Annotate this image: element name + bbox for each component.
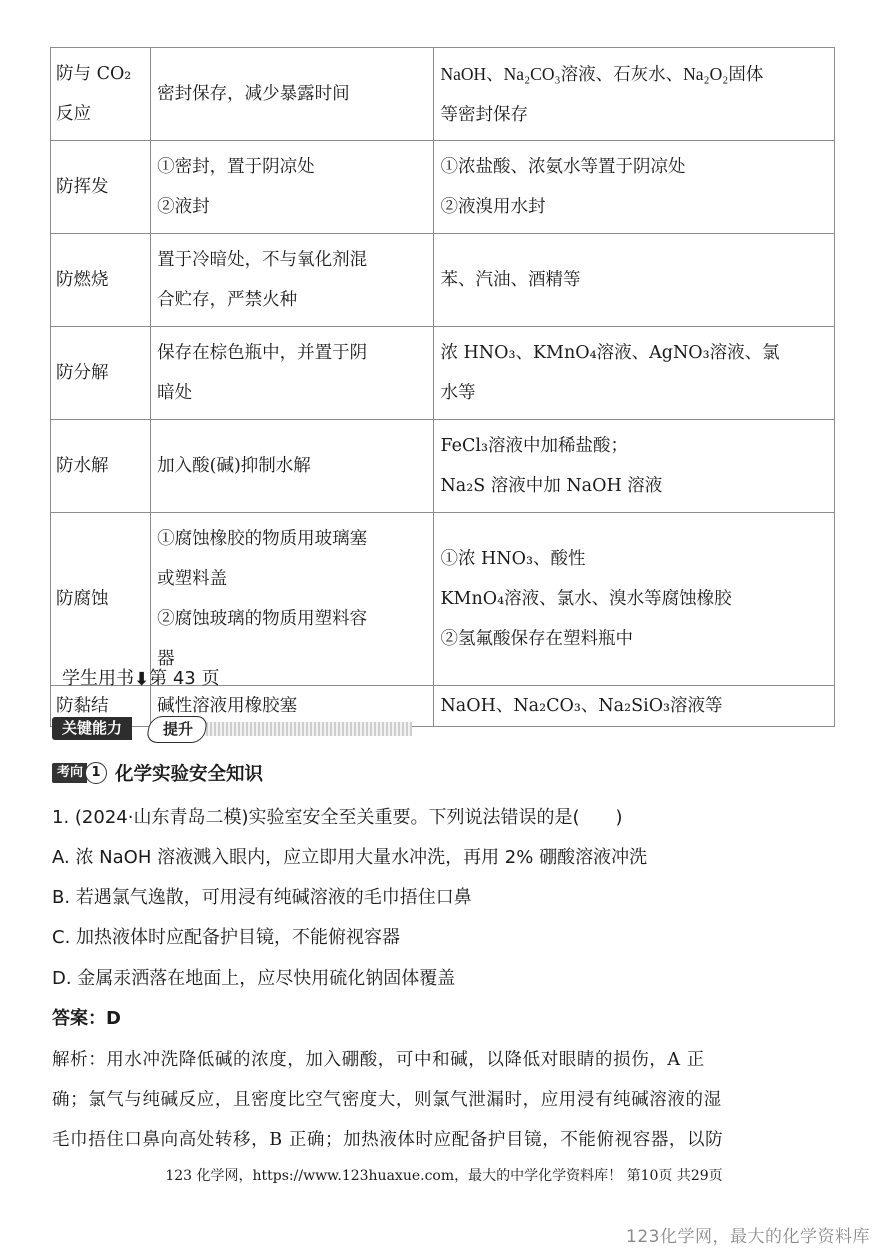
cell-line: ①浓盐酸、浓氨水等置于阴凉处 [440,157,686,177]
method-cell [151,48,434,141]
cell-line: 防水解 [56,456,109,476]
cell-line: 水等 [440,383,476,403]
cell-line: 防黏结 [56,696,109,716]
cell-line: 加入酸(碱)抑制水解 [157,456,311,476]
reference-page: 第 43 页 [149,668,220,689]
examples-cell [434,141,835,234]
analysis-line: 解析：用水冲洗降低碱的浓度，加入硼酸，可中和碱，以降低对眼睛的损伤，A 正 [52,1050,705,1070]
table-row [51,420,835,513]
storage-methods-table [50,47,835,727]
cell-line: NaOH、Na₂CO₃溶液、石灰水、Na₂O₂固体 [440,64,764,84]
method-cell [151,234,434,327]
cell-line: ②液封 [157,197,210,217]
examples-cell [434,48,835,141]
cell-line: 合贮存，严禁火种 [157,290,298,310]
cell-line: 置于冷暗处，不与氧化剂混 [157,250,368,270]
table-row [51,141,835,234]
table-body [51,48,835,727]
row-label-cell [51,141,151,234]
cell-line: ②液溴用水封 [440,197,546,217]
row-label-cell [51,234,151,327]
cell-line: 防挥发 [56,177,109,197]
answer: 答案：D [52,1008,121,1029]
table-row [51,48,835,141]
section-header-bar [202,722,412,736]
student-book-reference [62,664,219,690]
method-cell [151,513,434,686]
row-label-cell [51,513,151,686]
cell-line: 反应 [56,104,91,124]
row-label-cell [51,420,151,513]
watermark: 123化学网，最大的化学资料库 [626,1227,870,1247]
cell-line: ①密封，置于阴凉处 [157,157,315,177]
examples-cell [434,327,835,420]
row-label-cell [51,48,151,141]
examples-cell [434,234,835,327]
section-header-left: 关键能力 [52,717,132,740]
cell-line: ②腐蚀玻璃的物质用塑料容 [157,609,368,629]
cell-line: 等密封保存 [440,104,528,124]
topic-heading [52,760,263,786]
option-d: D. 金属汞洒落在地面上，应尽快用硫化钠固体覆盖 [52,968,456,989]
cell-line: 防分解 [56,363,109,383]
cell-line: 碱性溶液用橡胶塞 [157,696,298,716]
cell-line: ①腐蚀橡胶的物质用玻璃塞 [157,529,368,549]
cell-line: ②氢氟酸保存在塑料瓶中 [440,629,633,649]
cell-line: 防腐蚀 [56,589,109,609]
question-stem: 1. (2024·山东青岛二模)实验室安全至关重要。下列说法错误的是( ) [52,807,623,828]
cell-line: Na₂S 溶液中加 NaOH 溶液 [440,476,663,496]
cell-line: 密封保存，减少暴露时间 [157,84,350,104]
cell-line: NaOH、Na₂CO₃、Na₂SiO₃溶液等 [440,696,723,716]
topic-badge: 考向 [52,763,87,783]
method-cell [151,420,434,513]
cell-line: 或塑料盖 [157,569,228,589]
option-a: A. 浓 NaOH 溶液溅入眼内，应立即用大量水冲洗，再用 2% 硼酸溶液冲洗 [52,847,648,868]
analysis-line: 毛巾捂住口鼻向高处转移，B 正确；加热液体时应配备护目镜，不能俯视容器，以防 [52,1130,724,1150]
cell-line: 苯、汽油、酒精等 [440,270,581,290]
cell-line: 防燃烧 [56,270,109,290]
cell-line: 暗处 [157,383,193,403]
cell-line: 浓 HNO₃、KMnO₄溶液、AgNO₃溶液、氯 [440,343,780,363]
reference-prefix: 学生用书 [62,668,134,689]
cell-line: FeCl₃溶液中加稀盐酸； [440,436,629,456]
analysis-line: 确；氯气与纯碱反应，且密度比空气密度大，则氯气泄漏时，应用浸有纯碱溶液的湿 [52,1090,722,1110]
option-b: B. 若遇氯气逸散，可用浸有纯碱溶液的毛巾捂住口鼻 [52,887,472,908]
method-cell [151,327,434,420]
cell-line: ①浓 HNO₃、酸性 [440,549,586,569]
table-row [51,327,835,420]
cell-line: 器 [157,649,175,669]
topic-number-icon: 1 [85,762,107,784]
page-footer: 123 化学网，https://www.123huaxue.com，最大的中学化学资料库！ 第10页 共29页 [165,1168,723,1184]
examples-cell [434,686,835,727]
row-label-cell [51,327,151,420]
table-row [51,234,835,327]
cell-line: 防与 CO₂ [56,64,132,84]
examples-cell [434,420,835,513]
examples-cell [434,513,835,686]
method-cell [151,141,434,234]
section-header-right: 提升 [163,720,194,738]
down-arrow-icon: ⬇ [134,669,150,690]
section-header-tag [145,716,209,743]
section-header [52,716,412,742]
option-c: C. 加热液体时应配备护目镜，不能俯视容器 [52,927,401,948]
topic-title: 化学实验安全知识 [115,764,264,785]
cell-line: 保存在棕色瓶中，并置于阴 [157,343,368,363]
table-row [51,513,835,686]
cell-line: KMnO₄溶液、氯水、溴水等腐蚀橡胶 [440,589,732,609]
